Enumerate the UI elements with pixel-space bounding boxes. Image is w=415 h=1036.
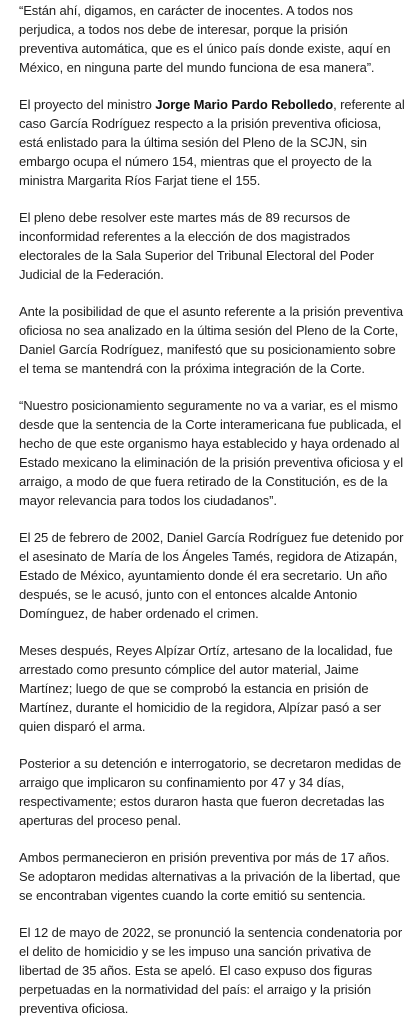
paragraph-quote-posicionamiento: “Nuestro posicionamiento seguramente no va a variar, es el mismo desde que la sentencia de la Corte interamericana fue publicada, el hecho de que este organismo haya establecido y haya ordenado al Estado mexicano la eliminación de la prisión preventiva oficiosa y el arraigo, a modo de que fuera retirado de la Constitución, es de la mayor relevancia para todos los ciudadanos”. bbox=[19, 398, 404, 508]
minister-name: Jorge Mario Pardo Rebolledo bbox=[155, 97, 334, 112]
paragraph-posibilidad-asunto: Ante la posibilidad de que el asunto referente a la prisión preventiva oficiosa no sea analizado en la última sesión del Pleno de la Corte, Daniel García Rodríguez, manifestó que su posicionamiento sobre el tema se mantendrá con la próxima integración de la Corte. bbox=[19, 304, 403, 376]
paragraph-quote-inocentes: “Están ahí, digamos, en carácter de inocentes. A todos nos perjudica, a todos nos debe de interesar, porque la prisión preventiva automática, que es el único país donde existe, aquí en México, en ninguna parte del mundo funciona de esa manera”. bbox=[19, 3, 391, 75]
paragraph-medidas-arraigo: Posterior a su detención e interrogatorio, se decretaron medidas de arraigo que implicaron su confinamiento por 47 y 34 días, respectivamente; estos duraron hasta que fueron decretadas las aperturas del proceso penal. bbox=[19, 756, 402, 828]
paragraph-reyes-alpizar: Meses después, Reyes Alpízar Ortíz, artesano de la localidad, fue arrestado como presunto cómplice del autor material, Jaime Martínez; luego de que se comprobó la estancia en prisión de Martínez, durante el homicidio de la regidora, Alpízar pasó a ser quien disparó el arma. bbox=[19, 643, 393, 734]
article-body bbox=[19, 0, 405, 1036]
paragraph-pleno-recursos: El pleno debe resolver este martes más de 89 recursos de inconformidad referentes a la elección de dos magistrados electorales de la Sala Superior del Tribunal Electoral del Poder Judicial de la Federación. bbox=[19, 210, 374, 282]
paragraph-prision-17-anos: Ambos permanecieron en prisión preventiva por más de 17 años. Se adoptaron medidas alternativas a la privación de la libertad, que se encontraban vigentes cuando la corte emitió su sentencia. bbox=[19, 850, 401, 903]
paragraph-detencion-2002: El 25 de febrero de 2002, Daniel García Rodríguez fue detenido por el asesinato de María de los Ángeles Tamés, regidora de Atizapán, Estado de México, ayuntamiento donde él era secretario. Un año después, se le acusó, junto con el entonces alcalde Antonio Domínguez, de haber ordenado el crimen. bbox=[19, 530, 404, 621]
paragraph-proyecto-ministro bbox=[19, 95, 405, 190]
paragraph-proyecto-text-before: El proyecto del ministro bbox=[19, 97, 156, 112]
paragraph-sentencia-2022: El 12 de mayo de 2022, se pronunció la sentencia condenatoria por el delito de homicidio y se les impuso una sanción privativa de libertad de 35 años. Esta se apeló. El caso expuso dos figuras perpetuadas en la normatividad del país: el arraigo y la prisión preventiva oficiosa. bbox=[19, 925, 403, 1016]
paragraph-proyecto-text-after: , referente al caso García Rodríguez respecto a la prisión preventiva oficiosa, está enlistado para la última sesión del Pleno de la SCJN, sin embargo ocupa el número 154, mientras que el proyecto de la ministra Margarita Ríos Farjat tiene el 155. bbox=[19, 97, 405, 188]
